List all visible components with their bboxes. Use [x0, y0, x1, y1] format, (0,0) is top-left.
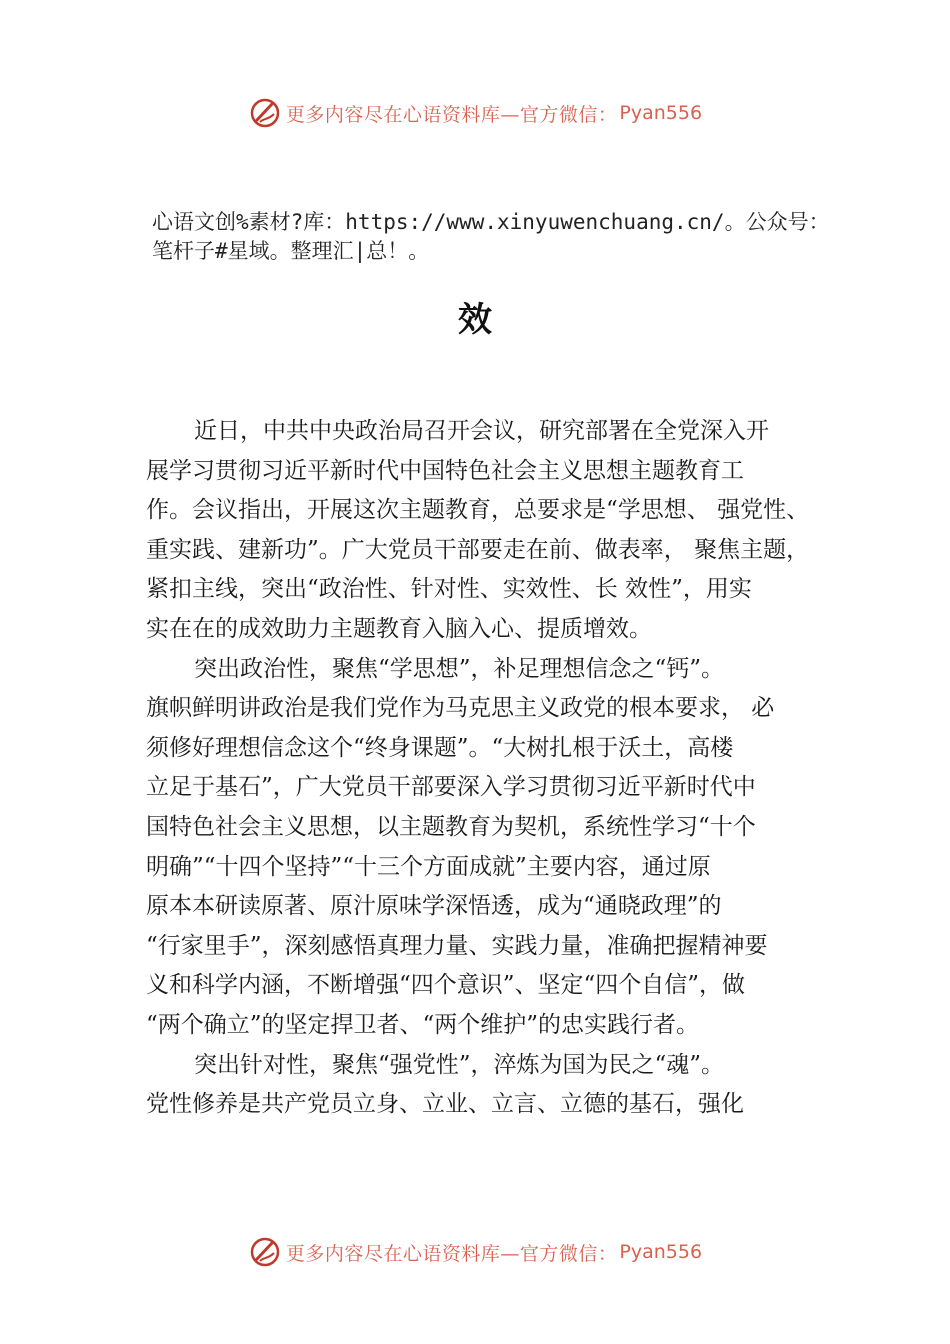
text-line: 旗帜鲜明讲政治是我们党作为马克思主义政党的根本要求， 必	[146, 695, 775, 722]
text-line: “两个确立”的坚定捍卫者、“两个维护”的忠实践行者。	[146, 1011, 700, 1038]
text-line: “行家里手”，深刻感悟真理力量、实践力量，准确把握精神要	[146, 932, 768, 959]
text-line: 义和科学内涵，不断增强“四个意识”、坚定“四个自信”，做	[146, 972, 746, 999]
logo-icon	[248, 96, 282, 130]
text-line: 国特色社会主义思想，以主题教育为契机，系统性学习“十个	[146, 813, 756, 840]
text-line: 党性修养是共产党员立身、立业、立言、立德的基石，强化	[146, 1091, 744, 1118]
body-text	[146, 412, 842, 1125]
text-line: 须修好理想信念这个“终身课题”。“大树扎根于沃土，高楼	[146, 734, 734, 761]
header-banner	[0, 93, 950, 133]
page-title: 效	[458, 300, 492, 340]
text-line: 突出政治性，聚焦“学思想”，补足理想信念之“钙”。	[194, 655, 725, 682]
text-line: 突出针对性，聚焦“强党性”，淬炼为国为民之“魂”。	[194, 1051, 725, 1078]
header-banner-id: Pyan556	[619, 102, 703, 124]
text-line: 作。会议指出，开展这次主题教育，总要求是“学思想、 强党性、	[146, 497, 810, 524]
text-line: 紧扣主线，突出“政治性、针对性、实效性、长 效性”，用实	[146, 576, 752, 603]
logo-icon	[248, 1235, 282, 1269]
text-line: 实在在的成效助力主题教育入脑入心、提质增效。	[146, 615, 652, 642]
text-line: 展学习贯彻习近平新时代中国特色社会主义思想主题教育工	[146, 457, 744, 484]
text-line: 立足于基石”，广大党员干部要深入学习贯彻习近平新时代中	[146, 774, 756, 801]
text-line: 明确”“十四个坚持”“十三个方面成就”主要内容，通过原	[146, 853, 711, 880]
footer-banner-text: 更多内容尽在心语资料库—官方微信：	[285, 1242, 618, 1265]
text-line: 重实践、建新功”。广大党员干部要走在前、做表率， 聚焦主题，	[146, 536, 810, 563]
header-banner-text: 更多内容尽在心语资料库—官方微信：	[285, 103, 618, 126]
footer-banner	[0, 1232, 950, 1272]
footer-banner-id: Pyan556	[619, 1241, 703, 1263]
text-line: 近日，中共中央政治局召开会议，研究部署在全党深入开	[194, 418, 769, 444]
source-line: 心语文创%素材?库：https://www.xinyuwenchuang.cn/。公众号：笔杆子#星域。整理汇|总！。	[152, 210, 830, 263]
text-line: 原本本研读原著、原汁原味学深悟透，成为“通晓政理”的	[146, 893, 722, 920]
